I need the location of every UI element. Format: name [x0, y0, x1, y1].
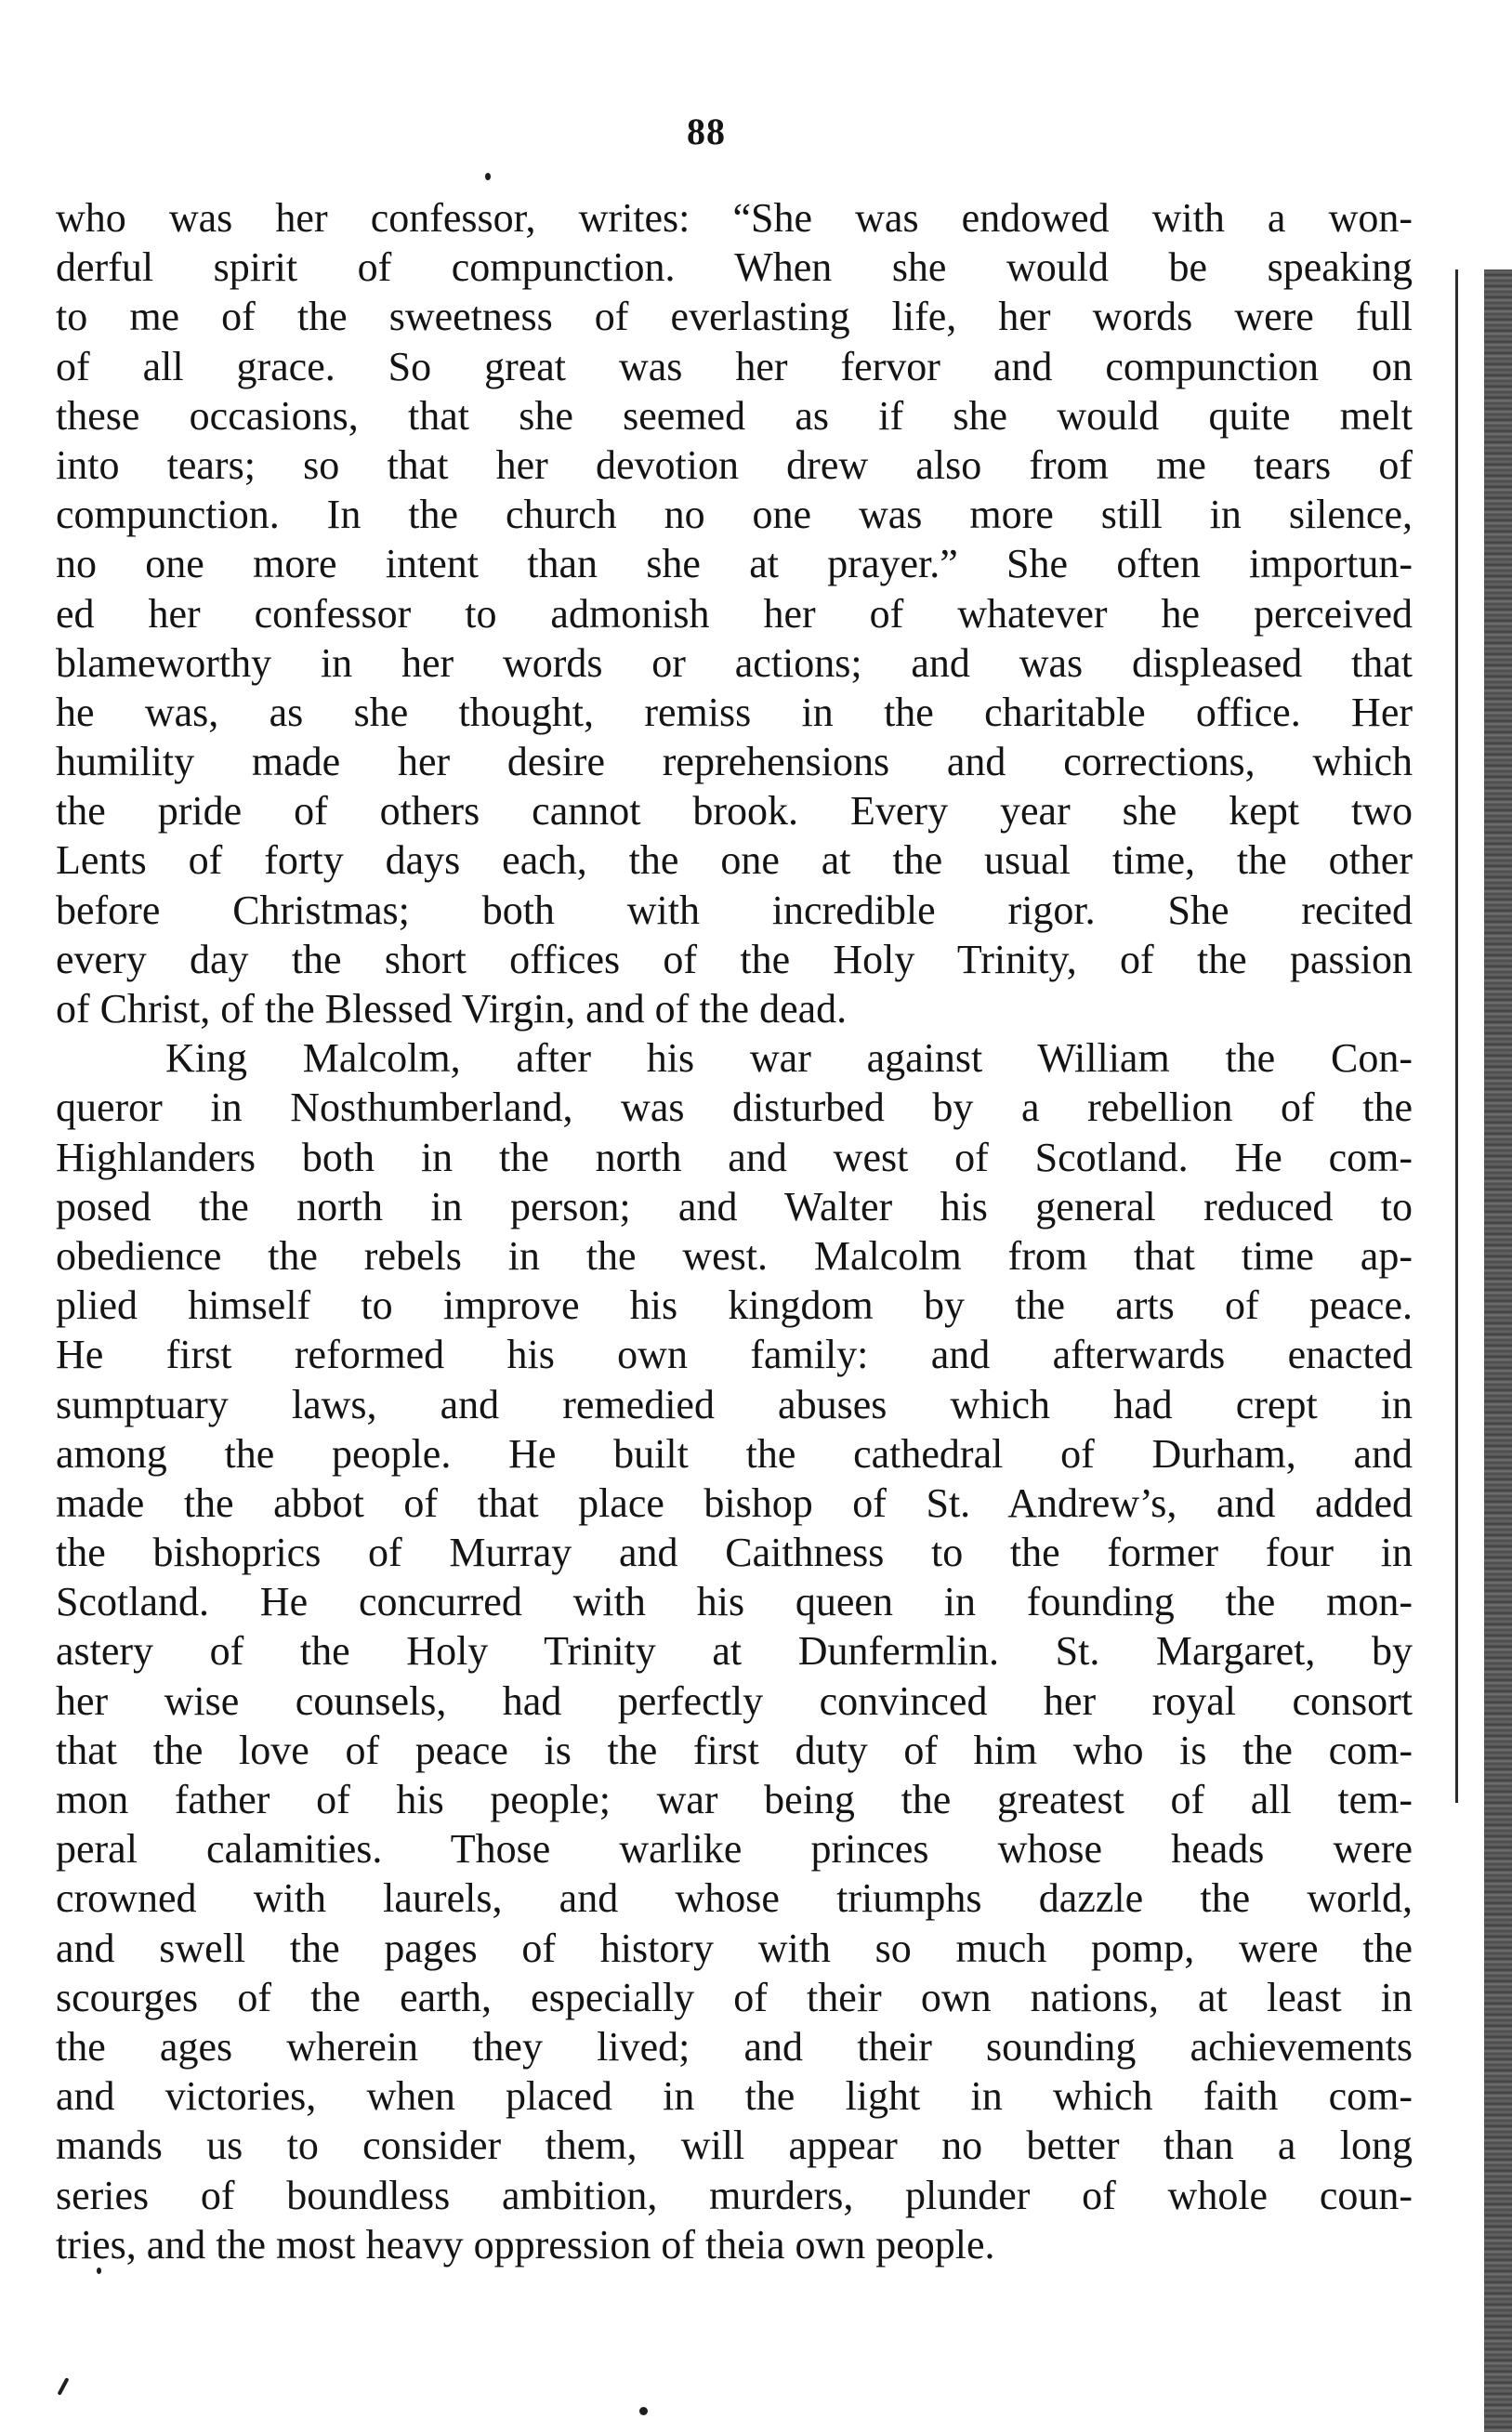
- text-line: sumptuary laws, and remedied abuses which had crept in: [56, 1381, 1413, 1427]
- text-line: plied himself to improve his kingdom by the arts of peace.: [56, 1282, 1413, 1329]
- text-line: who was her confessor, writes: “She was endowed with a won-: [56, 195, 1413, 241]
- text-line: the bishoprics of Murray and Caithness to the former four in: [56, 1530, 1413, 1576]
- text-line: series of boundless ambition, murders, plunder of whole coun-: [56, 2172, 1413, 2218]
- text-line: and victories, when placed in the light in which faith com-: [56, 2073, 1413, 2120]
- text-line: astery of the Holy Trinity at Dunfermlin. St. Margaret, by: [56, 1628, 1413, 1675]
- text-line: humility made her desire reprehensions and corrections, which: [56, 739, 1413, 785]
- text-line: posed the north in person; and Walter his general reduced to: [56, 1183, 1413, 1229]
- text-line: queror in Nosthumberland, was disturbed by a rebellion of the: [56, 1085, 1413, 1131]
- text-line: compunction. In the church no one was more still in silence,: [56, 492, 1413, 538]
- text-line: ed her confessor to admonish her of whatever he perceived: [56, 590, 1413, 637]
- text-line: He first reformed his own family: and afterwards enacted: [56, 1332, 1413, 1378]
- text-line: mands us to consider them, will appear no better than a long: [56, 2123, 1413, 2169]
- text-line: to me of the sweetness of everlasting life, her words were full: [56, 294, 1413, 340]
- text-line: mon father of his people; war being the greatest of all tem-: [56, 1777, 1413, 1822]
- text-line: the ages wherein they lived; and their sounding achievements: [56, 2023, 1413, 2070]
- text-line: Lents of forty days each, the one at the usual time, the other: [56, 837, 1413, 884]
- ink-mark: [58, 2377, 70, 2396]
- text-line: peral calamities. Those warlike princes whose heads were: [56, 1826, 1413, 1873]
- ink-speck: [639, 2407, 648, 2415]
- text-line: among the people. He built the cathedral of Durham, and: [56, 1430, 1413, 1477]
- text-line: he was, as she thought, remiss in the charitable office. Her: [56, 689, 1413, 735]
- text-line: these occasions, that she seemed as if she would quite melt: [56, 392, 1413, 439]
- text-line: tries, and the most heavy oppression of theia own people.: [56, 2221, 995, 2268]
- text-line: before Christmas; both with incredible rigor. She recited: [56, 887, 1413, 933]
- ink-speck: [97, 2268, 101, 2274]
- text-line: derful spirit of compunction. When she would be speaking: [56, 244, 1413, 291]
- ink-speck: [485, 173, 491, 180]
- text-line: no one more intent than she at prayer.” She often importun-: [56, 541, 1413, 587]
- text-line: of all grace. So great was her fervor and compunction on: [56, 343, 1413, 389]
- text-line: made the abbot of that place bishop of St. Andrew’s, and added: [56, 1479, 1413, 1526]
- page-edge-rule: [1455, 269, 1458, 1803]
- text-line: blameworthy in her words or actions; and was displeased that: [56, 639, 1413, 686]
- text-line: the pride of others cannot brook. Every year she kept two: [56, 788, 1413, 835]
- text-line: that the love of peace is the first duty of him who is the com-: [56, 1727, 1413, 1773]
- text-line: obedience the rebels in the west. Malcolm from that time ap-: [56, 1232, 1413, 1279]
- text-line: every day the short offices of the Holy Trinity, of the passion: [56, 936, 1413, 982]
- text-line: Scotland. He concurred with his queen in founding the mon-: [56, 1579, 1413, 1625]
- book-binding-edge: [1484, 269, 1512, 2432]
- body-text: [56, 193, 1413, 2269]
- text-line: her wise counsels, had perfectly convinced her royal consort: [56, 1677, 1413, 1724]
- text-line: into tears; so that her devotion drew also from me tears of: [56, 441, 1413, 488]
- text-line: of Christ, of the Blessed Virgin, and of the dead.: [56, 986, 848, 1032]
- text-line: scourges of the earth, especially of their own nations, at least in: [56, 1974, 1413, 2020]
- text-line: crowned with laurels, and whose triumphs dazzle the world,: [56, 1875, 1413, 1922]
- text-line: and swell the pages of history with so much pomp, were the: [56, 1925, 1413, 1971]
- text-line: Highlanders both in the north and west of Scotland. He com-: [56, 1134, 1413, 1180]
- page-number: 88: [687, 111, 726, 152]
- paragraph-start-line: King Malcolm, after his war against William the Con-: [165, 1035, 1413, 1082]
